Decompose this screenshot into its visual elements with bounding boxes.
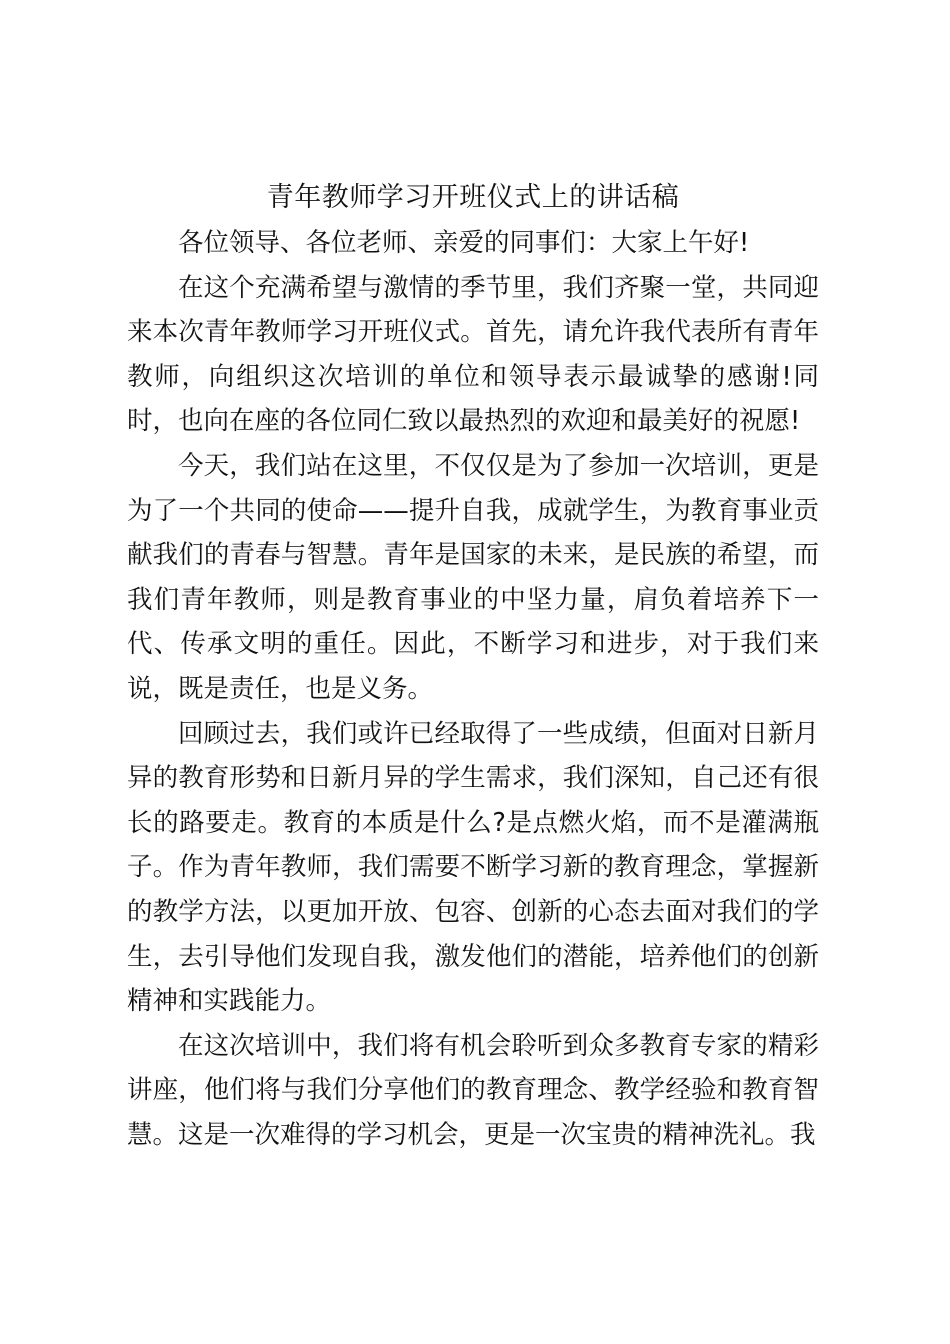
document-body (127, 175, 819, 1157)
opening-paragraph: 在这个充满希望与激情的季节里，我们齐聚一堂，共同迎来本次青年教师学习开班仪式。首先，请允许我代表所有青年教师，向组织这次培训的单位和领导表示最诚挚的感谢!同时，也向在座的各位同仁致以最热烈的欢迎和最美好的祝愿! (127, 272, 819, 437)
training-paragraph: 在这次培训中，我们将有机会聆听到众多教育专家的精彩讲座，他们将与我们分享他们的教育理念、教学经验和教育智慧。这是一次难得的学习机会，更是一次宝贵的精神洗礼。我 (127, 1030, 819, 1150)
mission-paragraph: 今天，我们站在这里，不仅仅是为了参加一次培训，更是为了一个共同的使命——提升自我，成就学生，为教育事业贡献我们的青春与智慧。青年是国家的未来，是民族的希望，而我们青年教师，则是教育事业的中坚力量，肩负着培养下一代、传承文明的重任。因此，不断学习和进步，对于我们来说，既是责任，也是义务。 (127, 450, 819, 704)
greeting-paragraph: 各位领导、各位老师、亲爱的同事们：大家上午好! (178, 228, 750, 258)
reflection-paragraph: 回顾过去，我们或许已经取得了一些成绩，但面对日新月异的教育形势和日新月异的学生需求，我们深知，自己还有很长的路要走。教育的本质是什么?是点燃火焰，而不是灌满瓶子。作为青年教师，我们需要不断学习新的教育理念，掌握新的教学方法，以更加开放、包容、创新的心态去面对我们的学生，去引导他们发现自我，激发他们的潜能，培养他们的创新精神和实践能力。 (127, 718, 819, 1017)
document-title: 青年教师学习开班仪式上的讲话稿 (266, 182, 680, 213)
